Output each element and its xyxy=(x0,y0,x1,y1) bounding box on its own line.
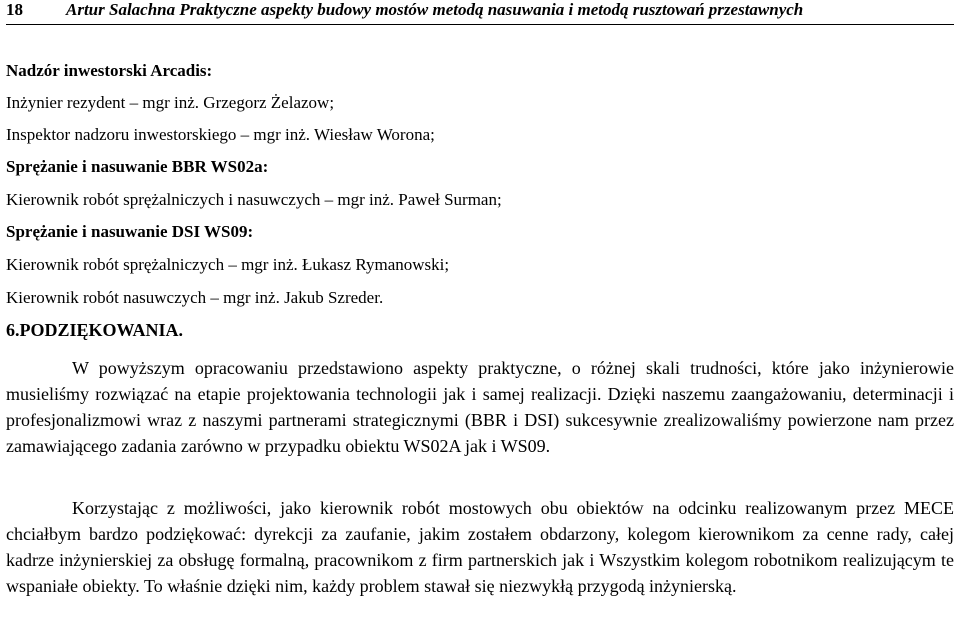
credit-line-inspector: Inspektor nadzoru inwestorskiego – mgr inż. Wiesław Worona; xyxy=(6,125,435,144)
credit-line-engineer: Inżynier rezydent – mgr inż. Grzegorz Żelazow; xyxy=(6,93,335,112)
paragraph-thanks: Korzystając z możliwości, jako kierownik robót mostowych obu obiektów na odcinku realizowanym przez MECE chciałbym bardzo podziękować: dyrekcji za zaufanie, jakim zostałem obdarzony, kolegom kierownikom za cenne rady, całej kadrze inżynierskiej za obsługę formalną, pracownikom z firm partnerskich jak i Wszystkim kolegom robotnikom realizującym te wspaniałe obiekty. To właśnie dzięki nim, każdy problem stawał się niezwykłą przygodą inżynierską. xyxy=(6,498,954,596)
credit-heading-arcadis: Nadzór inwestorski Arcadis: xyxy=(6,61,213,80)
credit-line-dsi-prestress: Kierownik robót sprężalniczych – mgr inż. Łukasz Rymanowski; xyxy=(6,255,450,274)
credit-heading-dsi: Sprężanie i nasuwanie DSI WS09: xyxy=(6,222,254,241)
section-heading: 6.PODZIĘKOWANIA. xyxy=(6,320,184,340)
credit-line-bbr-manager: Kierownik robót sprężalniczych i nasuwczych – mgr inż. Paweł Surman; xyxy=(6,190,502,209)
paragraph-summary: W powyższym opracowaniu przedstawiono aspekty praktyczne, o różnej skali trudności, które jako inżynierowie musieliśmy rozwiązać na etapie projektowania technologii jak i samej realizacji. Dzięki naszemu zaangażowaniu, determinacji i profesjonalizmowi wraz z naszymi partnerami strategicznymi (BBR i DSI) sukcesywnie zrealizowaliśmy powierzone nam przez zamawiającego zadania zarówno w przypadku obiektu WS02A jak i WS09. xyxy=(6,358,954,456)
page-number: 18 xyxy=(6,0,23,19)
credit-line-dsi-launch: Kierownik robót nasuwczych – mgr inż. Jakub Szreder. xyxy=(6,288,384,307)
running-header xyxy=(6,0,954,22)
credit-heading-bbr: Sprężanie i nasuwanie BBR WS02a: xyxy=(6,157,269,176)
running-title: Artur Salachna Praktyczne aspekty budowy mostów metodą nasuwania i metodą rusztowań przestawnych xyxy=(66,0,804,19)
header-divider xyxy=(6,24,954,25)
